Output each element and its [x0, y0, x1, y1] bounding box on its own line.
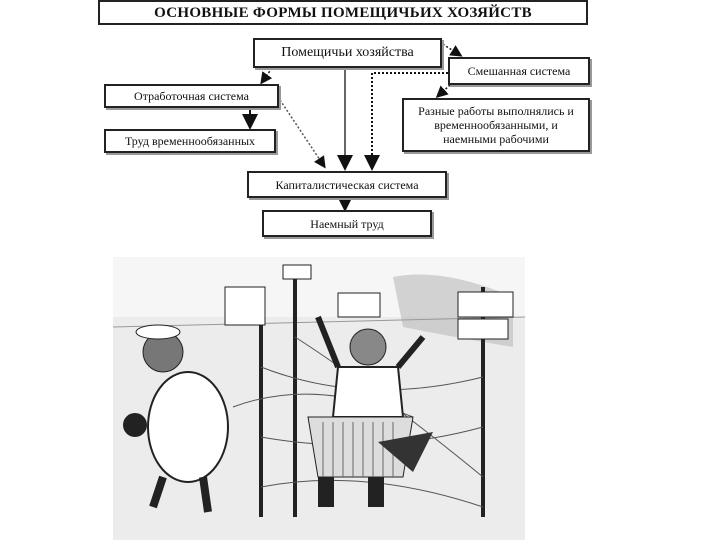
node-various-work: Разные работы выполнялись и временнообязанными, и наемными рабочими	[402, 98, 590, 152]
arrow-root-to-labor	[262, 68, 272, 82]
node-temp-obligated-labor: Труд временнообязанных	[104, 129, 276, 153]
arrow-mixed-to-various	[438, 85, 450, 96]
arrow-labor-to-capitalist	[280, 100, 324, 166]
node-capitalist-system: Капиталистическая система	[247, 171, 447, 198]
node-hired-labor: Наемный труд	[262, 210, 432, 237]
node-mixed-system: Смешанная система	[448, 57, 590, 85]
node-labor-service-system: Отработочная система	[104, 84, 279, 108]
diagram-title: ОСНОВНЫЕ ФОРМЫ ПОМЕЩИЧЬИХ ХОЗЯЙСТВ	[98, 0, 588, 25]
caricature-illustration	[113, 257, 525, 540]
node-landlord-estates: Помещичьи хозяйства	[253, 38, 442, 68]
